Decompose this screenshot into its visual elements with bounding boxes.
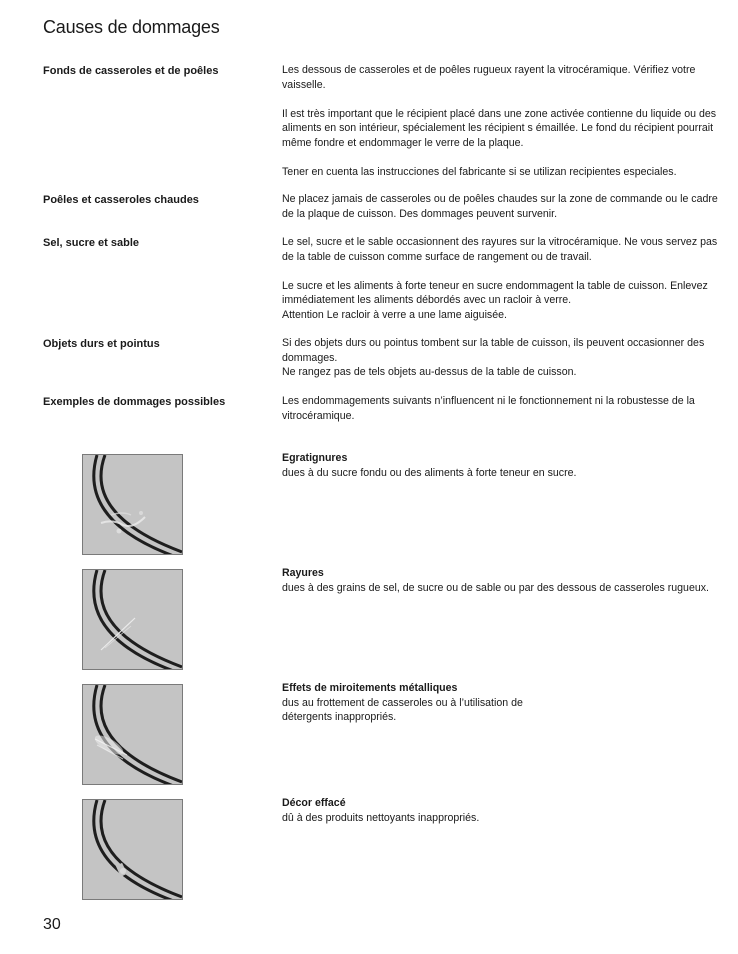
paragraph: Les endommagements suivants n’influencent ni le fonctionnement ni la robustesse de la vitrocéramique. — [282, 395, 695, 422]
page-title: Causes de dommages — [43, 17, 220, 37]
section-body-salt-sugar-sand — [282, 235, 722, 322]
example-title: Décor effacé — [282, 797, 346, 809]
section-body-hard-objects — [282, 336, 722, 380]
paragraph: Le sel, sucre et le sable occasionnent des rayures sur la vitrocéramique. Ne vous servez pas de la table de cuisson comme surface de rangement ou de travail. — [282, 236, 718, 263]
section-body-hot-pans — [282, 192, 722, 221]
section-label-salt-sugar-sand: Sel, sucre et sable — [43, 237, 139, 249]
paragraph: Il est très important que le récipient placé dans une zone activée contienne du liquide ou des aliments en son intérieur, spécialement les récipient s émaillée. Le fond du récipient pourrait même fondre et endommager le verre de la plaque. — [282, 107, 717, 149]
section-label-pan-bottoms: Fonds de casseroles et de poêles — [43, 65, 219, 77]
example-text: dues à du sucre fondu ou des aliments à forte teneur en sucre. — [282, 466, 577, 479]
cooktop-metallic-shimmer-photo — [82, 684, 183, 785]
example-title: Effets de miroitements métalliques — [282, 682, 458, 694]
paragraph: Si des objets durs ou pointus tombent sur la table de cuisson, ils peuvent occasionner des dommages. Ne rangez pas de tels objets au-dessus de la table de cuisson. — [282, 337, 705, 378]
section-label-damage-examples: Exemples de dommages possibles — [43, 396, 226, 408]
example-sugar-damage — [282, 451, 722, 480]
section-label-hard-objects: Objets durs et pointus — [43, 338, 160, 350]
example-worn-decor — [282, 796, 722, 825]
page-number: 30 — [43, 916, 61, 933]
paragraph: Ne placez jamais de casseroles ou de poêles chaudes sur la zone de commande ou le cadre de la plaque de cuisson. Des dommages peuvent survenir. — [282, 193, 718, 220]
paragraph: Tener en cuenta las instrucciones del fabricante si se utilizan recipientes especiales. — [282, 165, 677, 178]
example-title: Egratignures — [282, 452, 348, 464]
section-body-damage-examples — [282, 394, 722, 423]
paragraph: Les dessous de casseroles et de poêles rugueux rayent la vitrocéramique. Vérifiez votre vaisselle. — [282, 64, 696, 91]
example-text: dû à des produits nettoyants inappropriés. — [282, 811, 480, 824]
section-label-hot-pans: Poêles et casseroles chaudes — [43, 194, 199, 206]
example-text: dues à des grains de sel, de sucre ou de sable ou par des dessous de casseroles rugueux. — [282, 581, 709, 594]
example-metallic-shimmer — [282, 681, 722, 725]
section-body-pan-bottoms — [282, 63, 722, 179]
example-scratches — [282, 566, 722, 595]
example-text: dus au frottement de casseroles ou à l’utilisation de détergents inappropriés. — [282, 696, 523, 723]
cooktop-sugar-damage-photo — [82, 454, 183, 555]
example-title: Rayures — [282, 567, 324, 579]
cooktop-scratch-photo — [82, 569, 183, 670]
cooktop-worn-decor-photo — [82, 799, 183, 900]
paragraph: Le sucre et les aliments à forte teneur en sucre endommagent la table de cuisson. Enlevez immédiatement les aliments débordés avec un racloir à verre. Attention Le racloir à verre a une lame aiguisée. — [282, 279, 708, 321]
